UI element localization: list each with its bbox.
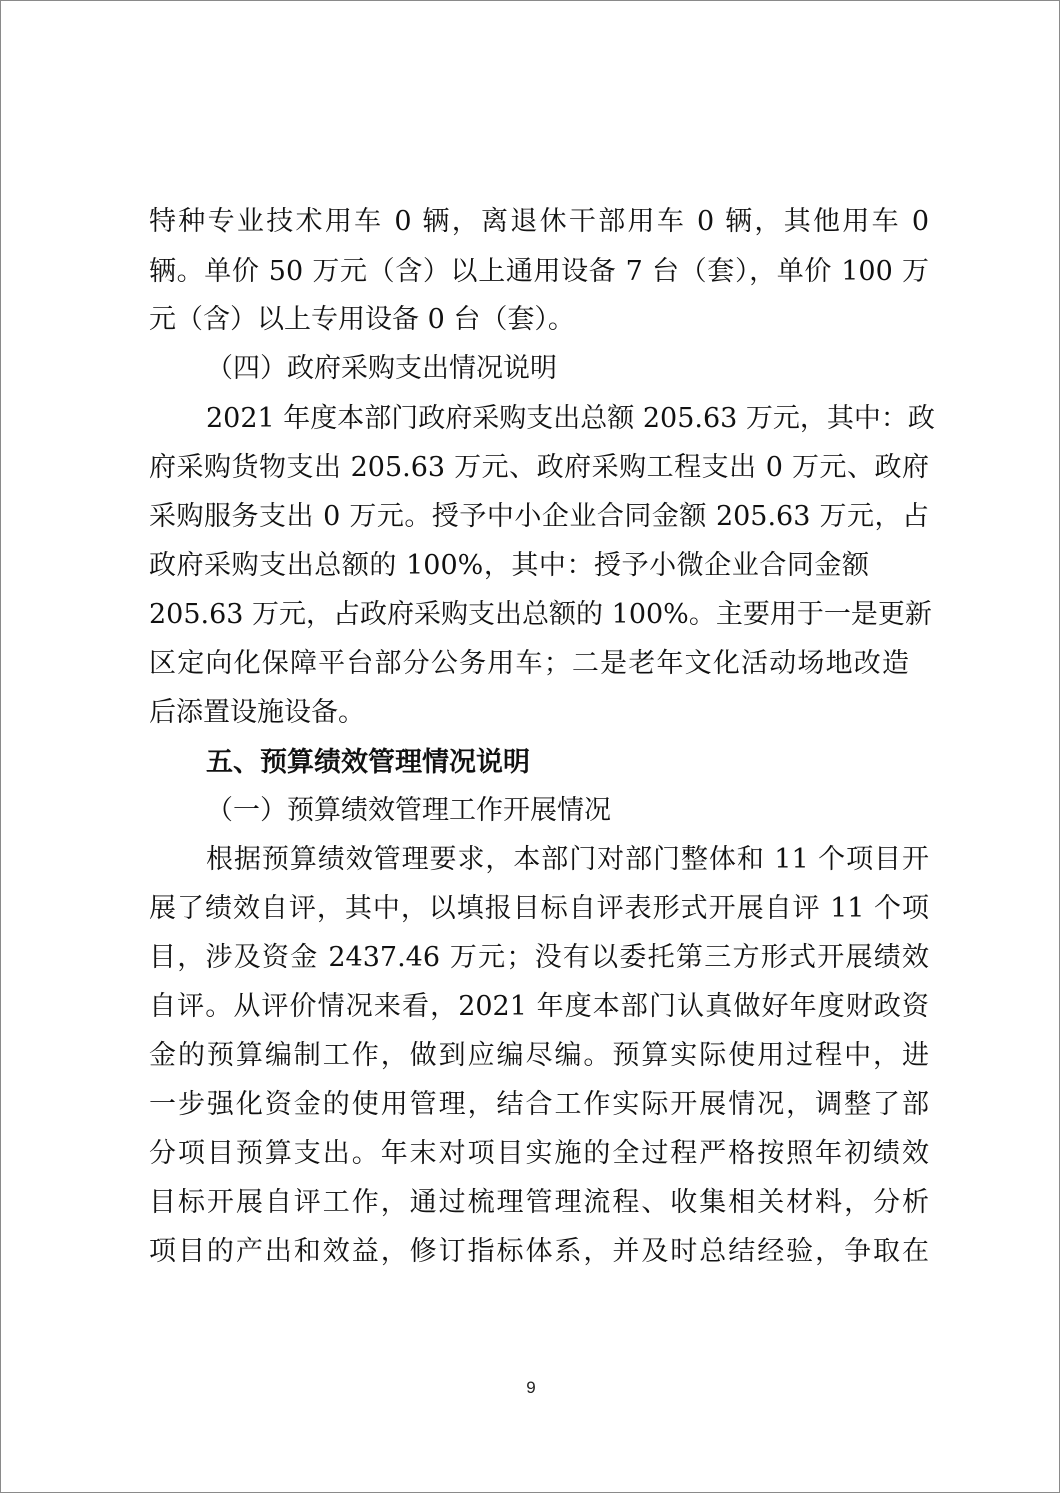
body-line: 自评。从评价情况来看，2021 年度本部门认真做好年度财政资: [149, 991, 929, 1022]
body-line: 分项目预算支出。年末对项目实施的全过程严格按照年初绩效: [149, 1138, 929, 1169]
body-line: 辆。单价 50 万元（含）以上通用设备 7 台（套），单价 100 万: [149, 256, 929, 287]
body-line: 金的预算编制工作，做到应编尽编。预算实际使用过程中，进: [149, 1040, 929, 1071]
body-line: 展了绩效自评，其中，以填报目标自评表形式开展自评 11 个项: [149, 893, 929, 924]
body-line: 2021 年度本部门政府采购支出总额 205.63 万元，其中：政: [206, 403, 935, 434]
body-line: 项目的产出和效益，修订指标体系，并及时总结经验，争取在: [149, 1236, 929, 1267]
body-line: 元（含）以上专用设备 0 台（套）。: [149, 304, 575, 335]
body-line: 一步强化资金的使用管理，结合工作实际开展情况，调整了部: [149, 1089, 929, 1120]
body-line: 区定向化保障平台部分公务用车；二是老年文化活动场地改造: [149, 648, 909, 679]
page-number: 9: [526, 1378, 536, 1397]
body-line: 府采购货物支出 205.63 万元、政府采购工程支出 0 万元、政府: [149, 452, 929, 483]
body-line: 目标开展自评工作，通过梳理管理流程、收集相关材料，分析: [149, 1187, 929, 1218]
body-line: 采购服务支出 0 万元。授予中小企业合同金额 205.63 万元，占: [149, 501, 929, 532]
subsection-heading: （一）预算绩效管理工作开展情况: [206, 795, 611, 826]
body-line: 后添置设施设备。: [149, 697, 365, 728]
body-line: 205.63 万元，占政府采购支出总额的 100%。主要用于一是更新: [149, 599, 932, 630]
body-line: 目，涉及资金 2437.46 万元；没有以委托第三方形式开展绩效: [149, 942, 929, 973]
section-heading: 五、预算绩效管理情况说明: [206, 747, 530, 778]
body-line: 根据预算绩效管理要求，本部门对部门整体和 11 个项目开: [206, 844, 929, 875]
subsection-heading: （四）政府采购支出情况说明: [206, 353, 557, 384]
body-line: 特种专业技术用车 0 辆，离退休干部用车 0 辆，其他用车 0: [149, 206, 929, 237]
body-line: 政府采购支出总额的 100%，其中：授予小微企业合同金额: [149, 550, 869, 581]
